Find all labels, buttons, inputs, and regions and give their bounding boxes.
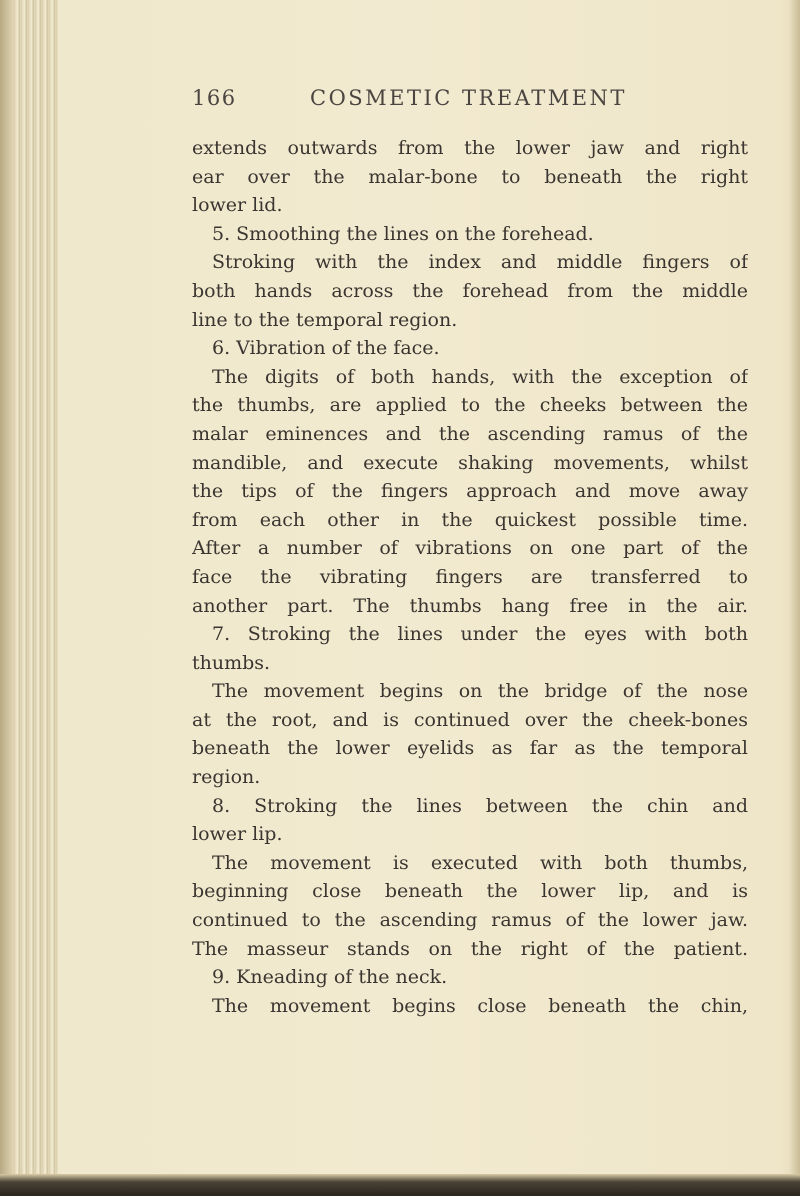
running-header [192, 86, 652, 116]
text-line: from each other in the quickest possible time. [192, 508, 748, 531]
text-line: at the root, and is continued over the cheek-bones [192, 708, 748, 731]
text-line: 5. Smoothing the lines on the forehead. [212, 222, 594, 245]
text-line: 6. Vibration of the face. [212, 337, 440, 360]
text-line: ear over the malar-bone to beneath the right [192, 165, 748, 188]
text-line: 8. Stroking the lines between the chin and [212, 794, 748, 817]
text-line: continued to the ascending ramus of the lower jaw. [192, 909, 748, 932]
text-line: face the vibrating fingers are transferred to [192, 565, 748, 588]
text-line: another part. The thumbs hang free in the air. [192, 594, 748, 617]
page-number: 166 [192, 86, 237, 110]
text-line: region. [192, 766, 261, 789]
page-right-edge [790, 0, 800, 1196]
text-line: thumbs. [192, 651, 271, 674]
text-line: After a number of vibrations on one part of the [192, 537, 748, 560]
text-line: extends outwards from the lower jaw and right [192, 137, 748, 159]
text-line: both hands across the forehead from the middle [192, 279, 748, 302]
text-line: mandible, and execute shaking movements, whilst [192, 451, 748, 474]
page-bottom-edge [0, 1174, 800, 1196]
text-line: beginning close beneath the lower lip, and is [192, 880, 748, 903]
text-line: line to the temporal region. [192, 308, 458, 331]
text-line: beneath the lower eyelids as far as the temporal [192, 737, 748, 760]
text-line: lower lid. [192, 194, 283, 217]
text-line: The movement begins on the bridge of the nose [212, 680, 748, 703]
text-line: 7. Stroking the lines under the eyes with both [212, 623, 748, 646]
text-line: the tips of the fingers approach and move away [192, 480, 748, 503]
text-line: The masseur stands on the right of the patient. [192, 937, 748, 960]
text-line: 9. Kneading of the neck. [212, 966, 448, 989]
text-line: The digits of both hands, with the exception of [212, 365, 748, 388]
text-line: Stroking with the index and middle fingers of [212, 251, 748, 274]
text-line: malar eminences and the ascending ramus of the [192, 422, 748, 445]
text-line: The movement is executed with both thumbs, [212, 851, 748, 874]
text-line: The movement begins close beneath the chin, [212, 994, 748, 1017]
text-line: the thumbs, are applied to the cheeks between the [192, 394, 748, 417]
binding-shadow [0, 0, 14, 1196]
running-title: COSMETIC TREATMENT [310, 86, 627, 110]
text-line: lower lip. [192, 823, 283, 846]
body-text [192, 134, 748, 1020]
